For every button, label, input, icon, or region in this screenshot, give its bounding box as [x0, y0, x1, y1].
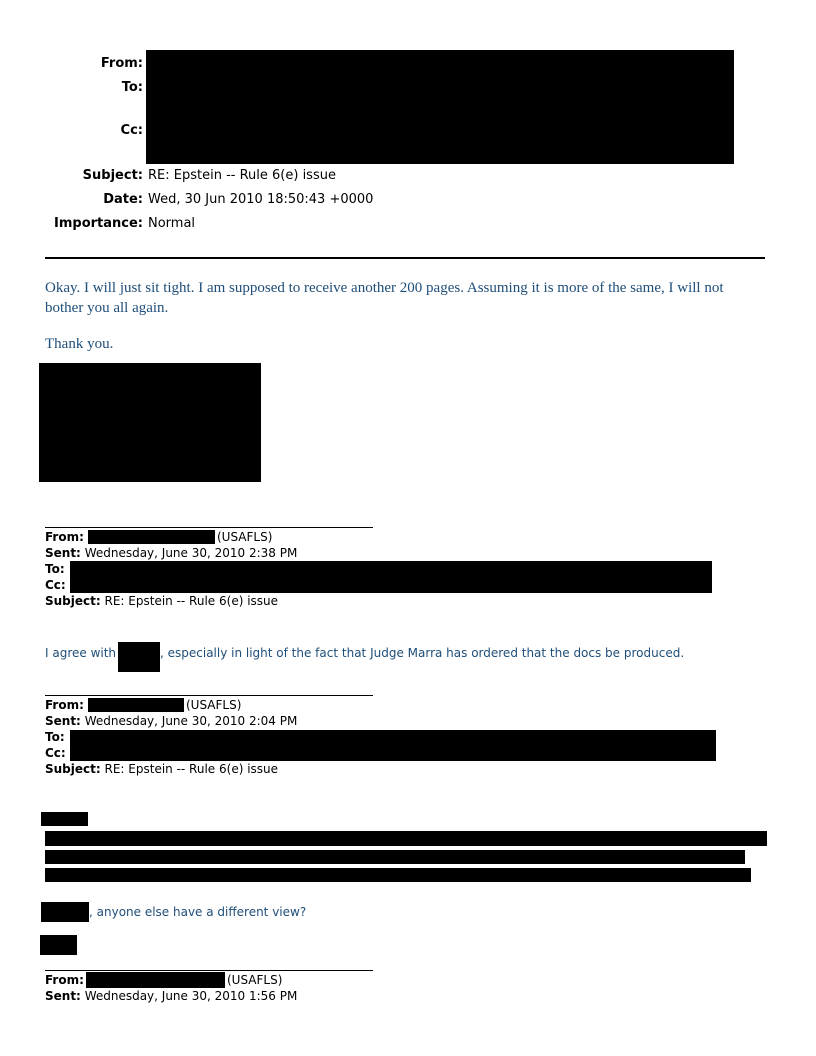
msg2-to-line	[45, 729, 65, 745]
msg2-subject-value: RE: Epstein -- Rule 6(e) issue	[104, 762, 279, 776]
msg3-from-line	[45, 972, 84, 988]
redaction-msg2-body-line-3	[45, 868, 751, 882]
redaction-header-recipients	[146, 50, 734, 164]
importance-label: Importance:	[54, 216, 143, 231]
msg2-cc-line	[45, 745, 66, 761]
msg2-divider	[45, 695, 373, 696]
msg3-sent-line	[45, 988, 297, 1004]
msg1-from-line	[45, 529, 84, 545]
header-divider	[45, 257, 765, 259]
importance-value: Normal	[148, 216, 196, 231]
msg2-subject-line	[45, 761, 278, 777]
redaction-msg1-from	[88, 530, 215, 544]
from-label: From:	[100, 56, 143, 71]
msg1-cc-line	[45, 577, 66, 593]
redaction-msg2-greeting	[41, 812, 88, 826]
msg1-body-suffix: , especially in light of the fact that Judge Marra has ordered that the docs be produced.	[160, 646, 685, 660]
msg3-sent-value: Wednesday, June 30, 2010 1:56 PM	[84, 989, 298, 1003]
msg2-from-suffix: (USAFLS)	[186, 698, 242, 712]
msg2-sent-line	[45, 713, 297, 729]
msg3-from-suffix: (USAFLS)	[227, 973, 283, 987]
msg2-subject-label: Subject:	[45, 762, 101, 776]
redaction-msg1-name	[118, 642, 160, 672]
redaction-msg3-from	[86, 972, 225, 988]
msg2-body-line: , anyone else have a different view?	[89, 905, 307, 919]
redaction-msg2-body-line-1	[45, 831, 767, 846]
msg2-cc-label: Cc:	[45, 746, 66, 760]
msg1-to-label: To:	[45, 562, 65, 576]
msg2-from-line	[45, 697, 84, 713]
msg1-to-line	[45, 561, 65, 577]
msg1-from-label: From:	[45, 530, 84, 544]
msg3-sent-label: Sent:	[45, 989, 81, 1003]
redaction-msg2-body-line-2	[45, 850, 745, 864]
msg1-sent-line	[45, 545, 297, 561]
redaction-msg2-recipients	[70, 730, 716, 761]
redaction-msg2-from	[88, 698, 184, 712]
date-value: Wed, 30 Jun 2010 18:50:43 +0000	[148, 192, 374, 207]
subject-value: RE: Epstein -- Rule 6(e) issue	[148, 168, 336, 183]
msg2-to-label: To:	[45, 730, 65, 744]
msg3-from-label: From:	[45, 973, 84, 987]
redaction-msg2-name	[41, 902, 89, 922]
msg1-subject-line	[45, 593, 278, 609]
msg2-from-label: From:	[45, 698, 84, 712]
redaction-msg2-signoff	[40, 935, 77, 955]
redaction-signature	[39, 363, 261, 482]
msg1-sent-value: Wednesday, June 30, 2010 2:38 PM	[84, 546, 298, 560]
msg1-subject-value: RE: Epstein -- Rule 6(e) issue	[104, 594, 279, 608]
msg1-subject-label: Subject:	[45, 594, 101, 608]
body-paragraph-1: Okay. I will just sit tight. I am supposed to receive another 200 pages. Assuming it is more of the same, I will not bother you all again.	[45, 280, 724, 316]
msg1-cc-label: Cc:	[45, 578, 66, 592]
body-paragraph-2: Thank you.	[45, 336, 114, 352]
date-label: Date:	[103, 192, 143, 207]
msg1-divider	[45, 527, 373, 528]
msg2-sent-value: Wednesday, June 30, 2010 2:04 PM	[84, 714, 298, 728]
msg1-sent-label: Sent:	[45, 546, 81, 560]
to-label: To:	[121, 80, 143, 95]
msg1-body-prefix: I agree with	[45, 646, 117, 660]
msg2-sent-label: Sent:	[45, 714, 81, 728]
msg3-divider	[45, 970, 373, 971]
cc-label: Cc:	[120, 123, 143, 138]
redaction-msg1-recipients	[70, 561, 712, 593]
subject-label: Subject:	[82, 168, 143, 183]
msg1-from-suffix: (USAFLS)	[217, 530, 273, 544]
